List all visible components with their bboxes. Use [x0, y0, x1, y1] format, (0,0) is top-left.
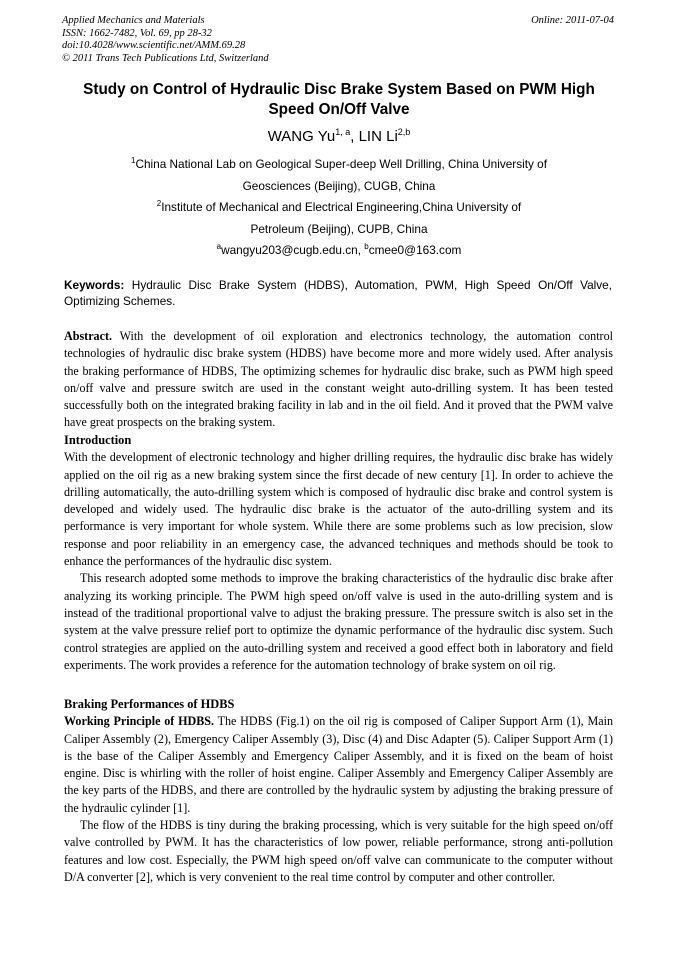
braking-paragraph-1: The HDBS (Fig.1) on the oil rig is composed of Caliper Support Arm (1), Main Caliper Assembly (2), Emergency Caliper Assembly (3), Disc (4) and Disc Adapter (5). Caliper Support Arm (1) is the base of the Caliper Assembly and Emergency Caliper Assembly, and it is fixed on the beam of hoist engine. Disc is whirling with the roller of hoist engine. Caliper Assembly and Emergency Caliper Assembly are the key parts of the HDBS, and there are controlled by the hydraulic system by adjusting the braking pressure of the hydraulic cylinder [1]. — [64, 714, 613, 815]
introduction-paragraph-1: With the development of electronic technology and higher drilling requires, the hydraulic disc brake has widely applied on the oil rig as a new braking system since the first decade of new century [1]. In order to achieve the drilling automatically, the auto-drilling system which is composed of hydraulic disc brake and control system is developed and widely used. The hydraulic disc brake is the actuator of the auto-drilling system and its performance is very important for whole system. While there are some problems such as low precision, slow response and poor reliability in an emergency case, the advanced techniques and methods should be took to enhance the performances of the hydraulic disc system. — [64, 450, 613, 569]
working-principle-label: Working Principle of HDBS. — [64, 714, 215, 729]
journal-header — [62, 15, 269, 65]
introduction-paragraph-2: This research adopted some methods to improve the braking characteristics of the hydraulic disc brake after analyzing its working principle. The PWM high speed on/off valve is used in the auto-drilling system and is instead of the traditional proportional valve to adjust the braking pressure. The pressure switch is also set in the system at the valve pressure relief port to optimize the dynamic performance of the hydraulic disc system. Such control strategies are applied on the auto-drilling system and received a good effect both in laboratory and field experiments. The work provides a reference for the automation technology of brake system on oil rig. — [64, 571, 613, 672]
introduction-section — [64, 432, 613, 674]
title-line-2: Speed On/Off Valve — [268, 101, 410, 118]
author-1: WANG Yu — [267, 128, 336, 145]
affiliation-1-line-2: Geosciences (Beijing), CUGB, China — [242, 179, 436, 193]
introduction-heading: Introduction — [64, 433, 132, 447]
affiliation-2-line-1: Institute of Mechanical and Electrical Engineering,China University of — [161, 200, 522, 214]
journal-name: Applied Mechanics and Materials — [62, 15, 205, 26]
keywords-text: Hydraulic Disc Brake System (HDBS), Automation, PWM, High Speed On/Off Valve, Optimizing Schemes. — [64, 278, 612, 308]
keywords — [64, 278, 612, 309]
braking-paragraph-2: The flow of the HDBS is tiny during the braking processing, which is very suitable for the high speed on/off valve controlled by PWM. It has the characteristics of low power, reliable performance, strong anti-pollution features and low cost. Especially, the PWM high speed on/off valve can communicate to the computer without D/A converter [2], which is very convenient to the real time control by computer and other controller. — [64, 818, 613, 884]
issn-line: ISSN: 1662-7482, Vol. 69, pp 28-32 — [62, 27, 212, 39]
abstract — [64, 328, 613, 432]
online-date: Online: 2011-07-04 — [531, 15, 614, 26]
email-b: cmee0@163.com — [368, 243, 462, 257]
email-line — [62, 239, 616, 261]
keywords-label: Keywords: — [64, 278, 125, 292]
email-a-sup: a — [216, 242, 222, 251]
affiliation-2-line-2: Petroleum (Beijing), CUPB, China — [250, 222, 428, 236]
title-line-1: Study on Control of Hydraulic Disc Brake System Based on PWM High — [83, 81, 595, 98]
affiliation-2 — [62, 196, 616, 240]
author-line — [62, 128, 616, 145]
copyright-line: © 2011 Trans Tech Publications Ltd, Switzerland — [62, 52, 269, 64]
affiliation-2-sup: 2 — [156, 199, 162, 208]
abstract-text: With the development of oil exploration and electronics technology, the automation control technologies of hydraulic disc brake system (HDBS) have become more and more widely used. After analysis the braking performance of HDBS, The optimizing schemes for hydraulic disc brake, such as PWM high speed on/off valve and pressure switch are used in the constant weight auto-drilling system. It has been tested successfully both on the integrated braking facility in lab and in the oil field. And it proved that the PWM valve have great prospects on the braking system. — [64, 329, 613, 430]
affiliation-1-sup: 1 — [130, 156, 136, 165]
email-a: wangyu203@cugb.edu.cn, — [221, 243, 365, 257]
affiliation-1-line-1: China National Lab on Geological Super-deep Well Drilling, China University of — [135, 157, 548, 171]
abstract-label: Abstract. — [64, 329, 113, 343]
author-1-sup: 1, a — [335, 127, 351, 137]
paper-title — [62, 80, 616, 120]
braking-section — [64, 696, 613, 886]
doi-line: doi:10.4028/www.scientific.net/AMM.69.28 — [62, 40, 246, 51]
affiliation-1 — [62, 153, 616, 197]
braking-heading: Braking Performances of HDBS — [64, 697, 235, 711]
author-2-sup: 2,b — [397, 127, 411, 137]
author-2: LIN Li — [358, 128, 398, 145]
author-separator: , — [350, 128, 359, 145]
email-b-sup: b — [364, 242, 369, 251]
